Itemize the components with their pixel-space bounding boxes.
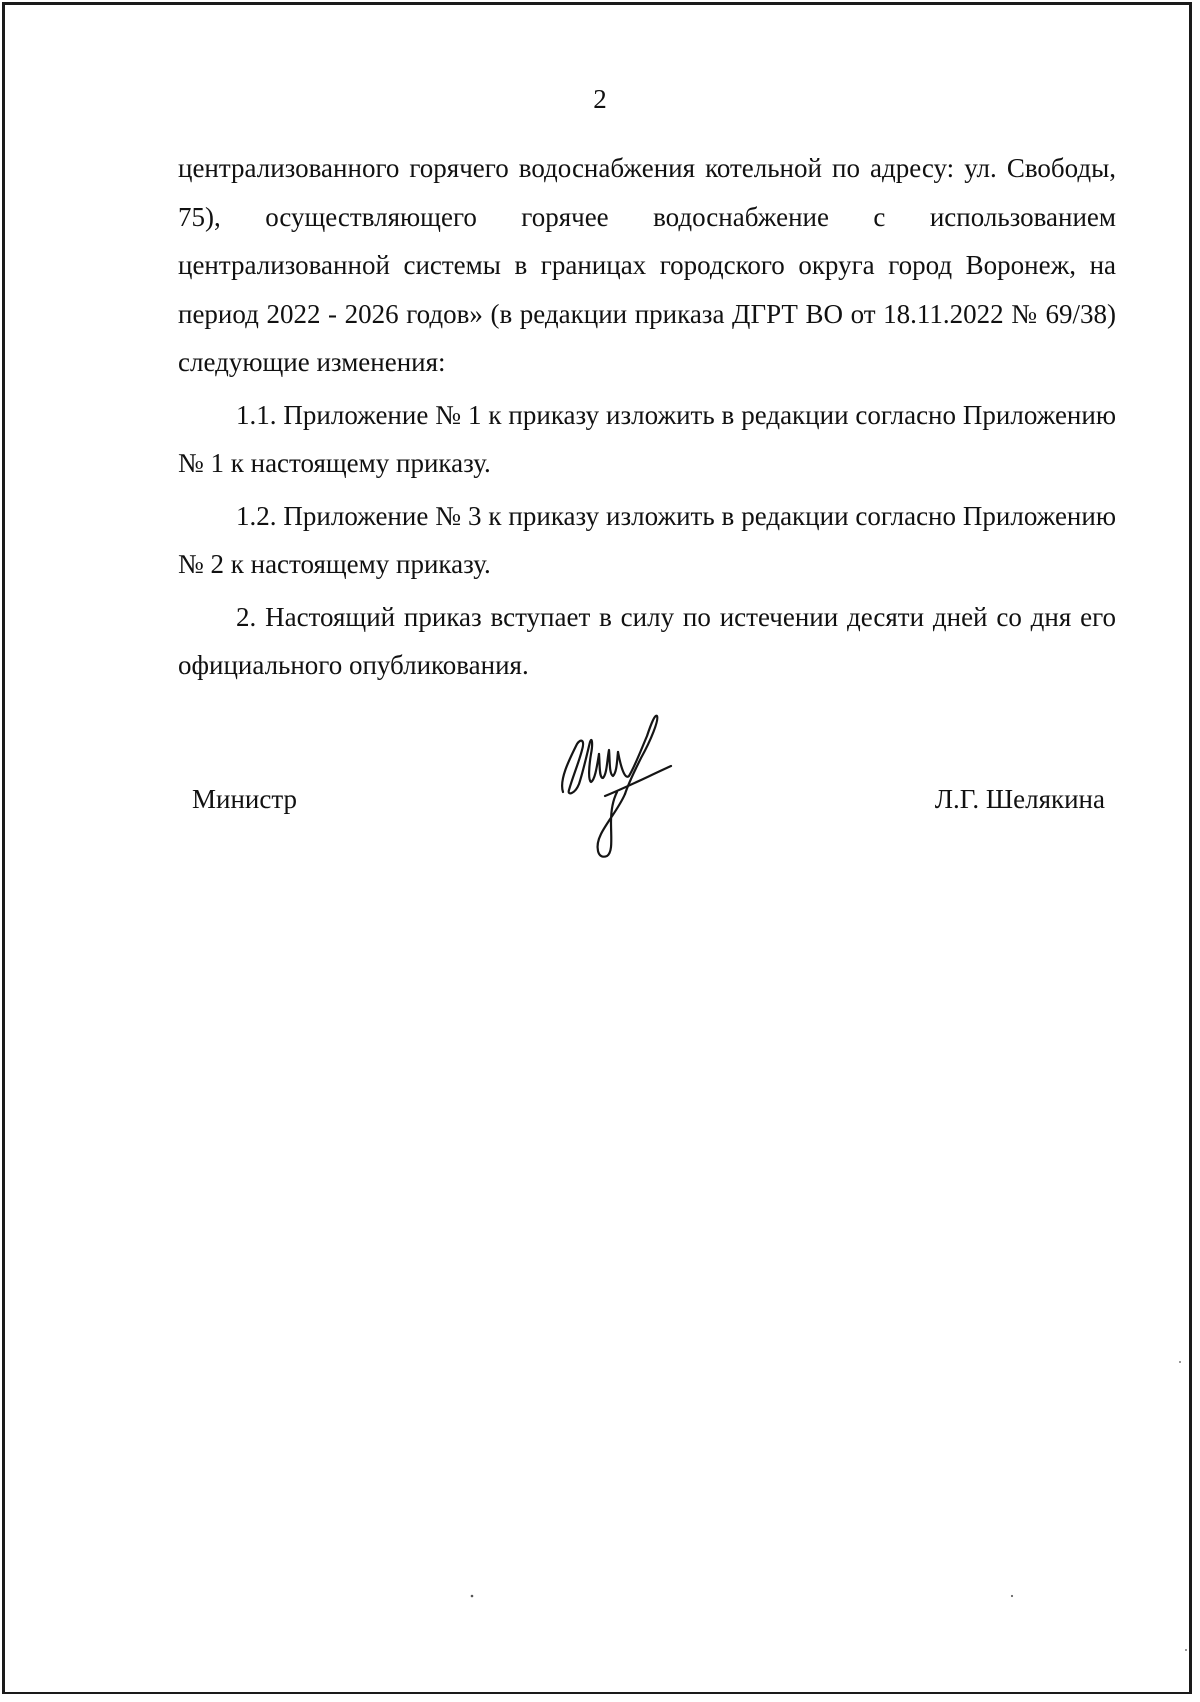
document-body bbox=[178, 144, 1116, 690]
page-number: 2 bbox=[593, 84, 607, 114]
handwritten-signature bbox=[555, 710, 695, 870]
paragraph-item-1-2: 1.2. Приложение № 3 к приказу изложить в редакции согласно Приложению № 2 к настоящему приказу. bbox=[178, 500, 1116, 579]
paragraph-item-2: 2. Настоящий приказ вступает в силу по истечении десяти дней со дня его официального опубликования. bbox=[178, 601, 1116, 680]
paragraph-item-1-1: 1.1. Приложение № 1 к приказу изложить в редакции согласно Приложению № 1 к настоящему приказу. bbox=[178, 399, 1116, 478]
signer-position: Министр bbox=[192, 784, 297, 814]
paragraph-continuation: централизованного горячего водоснабжения котельной по адресу: ул. Свободы, 75), осуществляющего горячее водоснабжение с использованием централизованной системы в границах городского округа город Воронеж, на период 2022 - 2026 годов» (в редакции приказа ДГРТ ВО от 18.11.2022 № 69/38) следующие изменения: bbox=[178, 153, 1116, 377]
signer-name: Л.Г. Шелякина bbox=[934, 784, 1105, 814]
